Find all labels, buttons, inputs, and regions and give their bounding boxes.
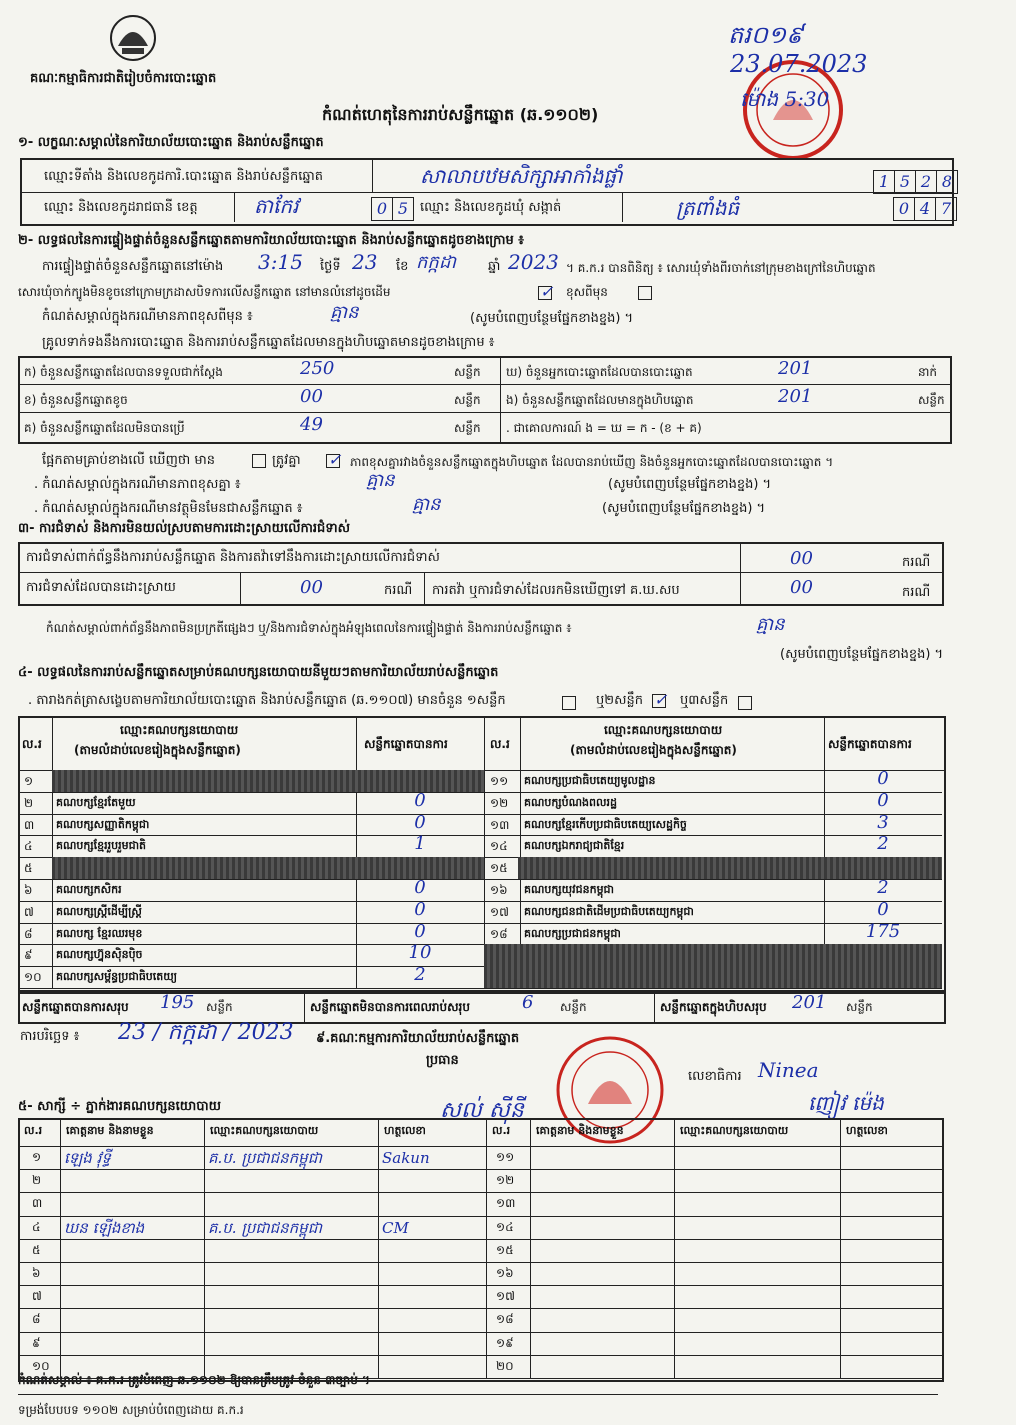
party-row-no: ៦	[24, 883, 33, 897]
witness-no: ៥	[32, 1242, 41, 1257]
party-name: គណបក្សយុវជនកម្ពុជា	[524, 883, 615, 896]
appeal-count: 00	[790, 577, 813, 598]
count-unit-2: សន្លឹក	[454, 421, 481, 435]
province-code: 0 5	[372, 197, 414, 221]
party-row-no: ៩	[24, 948, 33, 963]
party-row-shaded	[484, 944, 942, 966]
stamp-code: តរ០១៩	[728, 21, 803, 49]
province-value: តាកែវ	[254, 194, 299, 218]
party-name: គណបក្សខ្មែរតែមួយ	[56, 795, 136, 809]
signoff-date: 23 / កក្កដា / 2023	[118, 1020, 294, 1045]
witness-name: ឡេង វុទ្ធី	[64, 1149, 111, 1167]
party-name: គណបក្សសញ្ញាតិកម្ពុជា	[56, 817, 150, 831]
witness-col-7: ហត្ថលេខា	[846, 1124, 888, 1137]
witness-no: ១០	[32, 1358, 50, 1373]
chair-signature: សល់ ស៊ីនី	[440, 1098, 524, 1123]
party-header-6: (តាមលំដាប់លេខរៀងក្នុងសន្លឹកឆ្នោត)	[570, 743, 737, 757]
party-row-no: ១៣	[490, 817, 510, 832]
lock-line: សោរឃុំចាក់ក្បូងមិនខូចនៅក្រោមក្រដាសបិទការលើសន្លឹកឆ្នោត នៅមានលំនៅដូចដើម	[18, 285, 391, 299]
note-value: គ្មាន	[330, 302, 359, 323]
witness-no2: ១២	[496, 1173, 515, 1188]
party-name: គណបក្សកសិករ	[56, 883, 122, 896]
witness-no2: ២០	[496, 1358, 514, 1373]
party-name: គណបក្សស្ត្រីដើម្បីស្ត្រី	[56, 904, 142, 918]
party-row-no: ១៦	[490, 883, 508, 897]
sheet-one-checkbox[interactable]	[562, 692, 576, 711]
witness-sig: CM	[382, 1218, 409, 1237]
party-header-1: ឈ្មោះគណបក្សនយោបាយ	[120, 723, 239, 737]
party-votes: 175	[865, 920, 901, 942]
office-value: សាលាបឋមសិក្សាអាកាំងផ្លាំ	[420, 164, 623, 188]
party-row-shaded	[484, 966, 942, 988]
commune-label: ឈ្មោះ និងលេខកូដឃុំ សង្កាត់	[420, 200, 562, 215]
party-header-2: (តាមលំដាប់លេខរៀងក្នុងសន្លឹកឆ្នោត)	[74, 743, 241, 757]
party-row-no: ១០	[24, 970, 42, 985]
witness-col-2: ឈ្មោះគណបក្សនយោបាយ	[210, 1124, 319, 1137]
witness-no2: ១៦	[496, 1266, 514, 1280]
valid-total: 195	[160, 992, 195, 1013]
party-row-no: ២	[24, 795, 34, 810]
count-right-label-2: . ជាគោលការណ៍ ង = ឃ = ក - (ខ + គ)	[506, 421, 702, 435]
party-header-5: ឈ្មោះគណបក្សនយោបាយ	[604, 723, 723, 737]
count-value-1: 00	[300, 386, 323, 407]
party-row-no: ១៨	[490, 926, 508, 941]
check-time-label: ការផ្ទៀងផ្ទាត់ចំនួនសន្លឹកឆ្នោតនៅម៉ោង	[42, 259, 224, 274]
count-label-1: ខ) ចំនួនសន្លឹកឆ្នោតខូច	[24, 393, 128, 407]
witness-no: ៤	[32, 1219, 41, 1234]
witness-no2: ១៩	[496, 1335, 514, 1350]
section5-heading: ៥- សាក្សី ÷ ភ្នាក់ងារគណបក្សនយោបាយ	[18, 1099, 221, 1114]
witness-party: គ.ប. ប្រជាជនកម្ពុជា	[208, 1218, 322, 1237]
party-row-no: ១៧	[490, 904, 509, 919]
footer-form: ទម្រង់បែបបទ ១១០២ សម្រាប់បំពេញដោយ គ.ក.រ	[18, 1403, 244, 1417]
party-row-no: ១	[24, 774, 34, 788]
party-name: គណបក្សខ្មែររួបរួមជាតិ	[56, 839, 147, 853]
party-name: គណបក្សសម្ព័ន្ធប្រជាធិបតេយ្យ	[56, 970, 178, 984]
witness-table	[18, 1118, 944, 1382]
resolved-count: 00	[300, 577, 323, 598]
party-name: គណបក្សឯករាជ្យជាតិខ្មែរ	[524, 839, 625, 853]
party-votes: 2	[877, 833, 889, 855]
witness-col-3: ហត្ថលេខា	[384, 1124, 426, 1137]
page-title: កំណត់ហេតុនៃការរាប់សន្លឹកឆ្នោត (ឆ.១១០២)	[322, 105, 599, 124]
party-votes: 0	[414, 789, 426, 811]
commune-code: 0 4 7	[894, 197, 957, 221]
stamp-time: ម៉ោង 5:30	[740, 87, 830, 111]
witness-no2: ១១	[496, 1150, 515, 1164]
party-name: គណបក្សបំណងពលរដ្ឋ	[524, 795, 617, 809]
party-header-4: ល.រ	[490, 737, 510, 751]
party-votes: 10	[408, 942, 432, 964]
witness-no2: ១៤	[496, 1219, 514, 1234]
note-label: កំណត់សម្គាល់ក្នុងករណីមានភាពខុសពីមុន ៖	[42, 309, 253, 324]
witness-no: ៩	[32, 1335, 41, 1350]
party-name: គណបក្សជនជាតិដើមប្រជាធិបតេយ្យកម្ពុជា	[524, 904, 694, 918]
org-name: គណៈកម្មាធិការជាតិរៀបចំការបោះឆ្នោត	[30, 71, 217, 86]
secretary-name: Ninea	[758, 1058, 819, 1082]
office-label: ឈ្មោះទីតាំង និងលេខកូដការិ.បោះឆ្នោត និងរាប់សន្លឹកឆ្នោត	[44, 169, 323, 184]
count-value-0: 250	[300, 358, 335, 379]
diff-yes-checkbox[interactable]	[252, 450, 266, 469]
witness-col-6: ឈ្មោះគណបក្សនយោបាយ	[680, 1124, 789, 1137]
party-votes: 0	[414, 898, 426, 920]
count-right-label-1: ង) ចំនួនសន្លឹកឆ្នោតដែលមានក្នុងហិបឆ្នោត	[506, 393, 694, 407]
witness-no: ៧	[32, 1289, 42, 1304]
party-row-no: ១៤	[490, 839, 508, 854]
count-right-value-1: 201	[778, 386, 813, 407]
witness-no: ៦	[32, 1266, 41, 1280]
count-right-unit-1: សន្លឹក	[918, 393, 945, 407]
party-header-7: សន្លឹកឆ្នោតបានការ	[828, 737, 912, 751]
witness-no2: ១៧	[496, 1289, 515, 1304]
secretary-signature: ញៀវ ម៉េង	[808, 1091, 884, 1115]
section4-heading: ៤- លទ្ធផលនៃការរាប់សន្លឹកឆ្នោតសម្រាប់គណបក្សនយោបាយនីមួយៗតាមការិយាល័យរាប់សន្លឹកឆ្នោត	[18, 665, 499, 680]
party-row-no: ៧	[24, 904, 34, 919]
count-right-unit-0: នាក់	[918, 365, 938, 379]
count-right-value-0: 201	[778, 358, 813, 379]
party-row-shaded	[52, 857, 484, 879]
party-row-no: ៥	[24, 861, 33, 876]
section1-heading: ១- លក្ខណៈសម្គាល់នៃការិយាល័យបោះឆ្នោត និងរាប់សន្លឹកឆ្នោត	[18, 135, 324, 150]
check-year: 2023	[508, 250, 559, 274]
party-header-0: ល.រ	[22, 737, 42, 751]
count-label-2: គ) ចំនួនសន្លឹកឆ្នោតដែលមិនបានប្រើ	[24, 421, 185, 435]
ballot-count-report: គណៈកម្មាធិការជាតិរៀបចំការបោះឆ្នោត កំណត់ហេតុនៃការរាប់សន្លឹកឆ្នោត (ឆ.១១០២) តរ០១៩ 23.07.2023 ម៉ោង 5:30 ១- លក្ខណៈសម្គាល់នៃការិយាល័យបោះឆ្នោត និងរាប់សន្លឹកឆ្នោត ឈ្មោះទីតាំង និងលេខកូដការិ.បោះឆ្នោត និងរាប់សន្លឹកឆ្នោត សាលាបឋមសិក្សាអាកាំងផ្លាំ 1 5 2 8 ឈ្មោះ និងលេខកូដរាជធានី ខេត្ត តាកែវ 0 5 ឈ្មោះ និងលេខកូដឃុំ សង្កាត់ ត្រពាំងធំ 0 4 7 ២- លទ្ធផលនៃការផ្ទៀងផ្ទាត់ចំនួនសន្លឹកឆ្នោតតាមការិយាល័យបោះឆ្នោត និងរាប់សន្លឹកឆ្នោតដូចខាងក្រោម ៖ ការផ្ទៀងផ្ទាត់ចំនួនសន្លឹកឆ្នោតនៅម៉ោង 3:15 ថ្ងៃទី 23 ខែ កក្កដា ឆ្នាំ 2023 ។ គ.ក.រ បានពិនិត្យ ៖ សោរឃុំទាំងពីរចាក់នៅក្រុមខាងក្រៅនៃហិបឆ្នោត សោរឃុំចាក់ក្បូងមិនខូចនៅក្រោមក្រដាសបិទការលើសន្លឹកឆ្នោត នៅមានលំនៅដូចដើម ✓ ខុសពីមុន កំណត់សម្គាល់ក្នុងករណីមានភាពខុសពីមុន ៖ គ្មាន (សូមបំពេញបន្ថែមផ្នែកខាងខ្នង) ។ គ្រូលទាក់ទងនឹងការបោះឆ្នោត និងការរាប់សន្លឹកឆ្នោតដែលមានក្នុងហិបឆ្នោតមានដូចខាងក្រោម ៖ ផ្អែកតាមគ្រាប់ខាងលើ ឃើញថា មាន ត្រូវគ្នា ✓ ភាពខុសគ្នារវាងចំនួនសន្លឹកឆ្នោតក្នុងហិបឆ្នោត ដែលបានរាប់ឃើញ និងចំនួនអ្នកបោះឆ្នោតដែលបានបោះឆ្នោត ។ . កំណត់សម្គាល់ក្នុងករណីមានភាពខុសគ្នា ៖ គ្មាន (សូមបំពេញបន្ថែមផ្នែកខាងខ្នង) ។ . កំណត់សម្គាល់ក្នុងករណីមានវត្ថុមិនមែនជាសន្លឹកឆ្នោត ៖ គ្មាន (សូមបំពេញបន្ថែមផ្នែកខាងខ្នង) ។ ៣- ការជំទាស់ និងការមិនយល់ស្របតាមការដោះស្រាយលើការជំទាស់ ការជំទាស់ពាក់ព័ន្ធនឹងការរាប់សន្លឹកឆ្នោត និងការតវ៉ាទៅនឹងការដោះស្រាយលើការជំទាស់ 00 ករណី ការជំទាស់ដែលបានដោះស្រាយ 00 ករណី ការតវ៉ា ឬការជំទាស់ដែលរកមិនឃើញទៅ គ.ឃ.សប 00 ករណី កំណត់សម្គាល់ពាក់ព័ន្ធនឹងភាពមិនប្រក្រតីផ្សេងៗ ឬ/និងការជំទាស់ក្នុងអំឡុងពេលនៃការផ្ទៀងផ្ទាត់ និងការរាប់សន្លឹកឆ្នោត ៖ គ្មាន (សូមបំពេញបន្ថែមផ្នែកខាងខ្នង) ។ ៤- លទ្ធផលនៃការរាប់សន្លឹកឆ្នោតសម្រាប់គណបក្សនយោបាយនីមួយៗតាមការិយាល័យរាប់សន្លឹកឆ្នោត . តារាងកត់ត្រាសង្ខេបតាមការិយាល័យបោះឆ្នោត និងរាប់សន្លឹកឆ្នោត (ឆ.១១០៧) មានចំនួន ១សន្លឹក ឬ២សន្លឹក ✓ ឬ៣សន្លឹក សន្លឹកឆ្នោតបានការសរុប 195 សន្លឹក សន្លឹកឆ្នោតមិនបានការពេលរាប់សរុប 6 សន្លឹក សន្លឹកឆ្នោតក្នុងហិបសរុប 201 សន្លឹក ការបរិច្ឆេទ ៖ 23 / កក្កដា / 2023 ៩.គណៈកម្មការការិយាល័យរាប់សន្លឹកឆ្នោត ប្រធាន សល់ ស៊ីនី លេខាធិការ Ninea ញៀវ ម៉េង ៥- សាក្សី ÷ ភ្នាក់ងារគណបក្សនយោបាយ កំណត់សម្គាល់ ៖ គ.ក.រ ត្រូវបំពេញ ឆ.១១០២ ឱ្យបានត្រឹមត្រូវ ចំនួន ៣ច្បាប់ ។ ទម្រង់បែបបទ ១១០២ សម្រាប់បំពេញដោយ គ.ក.រ ក) ចំនួនសន្លឹកឆ្នោតដែលបានទទួលជាក់ស្តែង 250 សន្លឹក ខ) ចំនួនសន្លឹកឆ្នោតខូច 00 សន្លឹក គ) ចំនួនសន្លឹកឆ្នោតដែលមិនបានប្រើ 49 សន្លឹក ឃ) ចំនួនអ្នកបោះឆ្នោតដែលបានបោះឆ្នោត 201 នាក់ ង) ចំនួនសន្លឹកឆ្នោតដែលមានក្នុងហិបឆ្នោត 201 សន្លឹក . ជាគោលការណ៍ ង = ឃ = ក - (ខ + គ) ល.រ ឈ្មោះគណបក្សនយោបាយ (តាមលំដាប់លេខរៀងក្នុងសន្លឹកឆ្នោត) សន្លឹកឆ្នោតបានការ ល.រ ឈ្មោះគណបក្សនយោបាយ (តាមលំដាប់លេខរៀងក្នុងសន្លឹកឆ្នោត) សន្លឹកឆ្នោតបានការ ១ ២ គណបក្សខ្មែរតែមួយ 0 ៣ គណបក្សសញ្ញាតិកម្ពុជា 0 ៤ គណបក្សខ្មែររួបរួមជាតិ 1 ៥ ៦ គណបក្សកសិករ 0 ៧ គណបក្សស្ត្រីដើម្បីស្ត្រី 0 ៨ គណបក្ស ខ្មែរឈរមុខ 0 ៩ គណបក្សហ្វ៊ុនស៊ិនប៉ិច 10 ១០ គណបក្សសម្ព័ន្ធប្រជាធិបតេយ្យ 2 ១១ គណបក្សប្រជាធិបតេយ្យមូលដ្ឋាន 0 ១២ គណបក្សបំណងពលរដ្ឋ 0 ១៣ គណបក្សខ្មែរកើបប្រជាធិបតេយ្យសេដ្ឋកិច្ច 3 ១៤ គណបក្សឯករាជ្យជាតិខ្មែរ 2 ១៥ ១៦ គណបក្សយុវជនកម្ពុជា 2 ១៧ គណបក្សជនជាតិដើមប្រជាធិបតេយ្យកម្ពុជា 0 ១៨ គណបក្សប្រជាជនកម្ពុជា 175 ល.រ គោត្តនាម និងនាមខ្លួន ឈ្មោះគណបក្សនយោបាយ ហត្ថលេខា ល.រ គោត្តនាម និងនាមខ្លួន ឈ្មោះគណបក្សនយោបាយ ហត្ថលេខា ១ ឡេង វុទ្ធី គ.ប. ប្រជាជនកម្ពុជា Sakun ១១ ២ ១២ ៣ ១៣ ៤ ឃន ឡើងខាង គ.ប. ប្រជាជនកម្ពុជា CM ១៤ ៥ ១៥ ៦ ១៦ ៧ ១៧ ៨ ១៨ ៩ ១៩ ១០ ២០	[0, 0, 1016, 1425]
count-label-0: ក) ចំនួនសន្លឹកឆ្នោតដែលបានទទួលជាក់ស្តែង	[24, 365, 223, 379]
witness-col-5: គោត្តនាម និងនាមខ្លួន	[536, 1124, 624, 1137]
party-row-no: ៨	[24, 926, 33, 941]
s3-note-value: គ្មាន	[756, 614, 785, 635]
party-name: គណបក្ស ខ្មែរឈរមុខ	[56, 926, 143, 940]
witness-no: ២	[32, 1173, 42, 1188]
party-name: គណបក្សប្រជាធិបតេយ្យមូលដ្ឋាន	[524, 774, 656, 787]
witness-no2: ១៥	[496, 1242, 514, 1257]
witness-col-1: គោត្តនាម និងនាមខ្លួន	[66, 1124, 154, 1137]
party-row-shaded	[518, 857, 942, 879]
witness-no2: ១៨	[496, 1312, 514, 1327]
check-time-value: 3:15	[258, 250, 303, 274]
witness-no: ១	[32, 1150, 42, 1164]
check-month: កក្កដា	[416, 252, 456, 273]
lock-ok-checkbox[interactable]: ✓	[540, 282, 554, 301]
footer-note: កំណត់សម្គាល់ ៖ គ.ក.រ ត្រូវបំពេញ ឆ.១១០២ ឱ្យបានត្រឹមត្រូវ ចំនួន ៣ច្បាប់ ។	[18, 1373, 370, 1387]
party-row-no: ៤	[24, 839, 33, 854]
party-votes: 0	[414, 920, 426, 942]
party-votes: 0	[877, 898, 889, 920]
party-row-no: ១២	[490, 795, 509, 810]
witness-no: ៣	[32, 1196, 43, 1211]
invalid-total: 6	[522, 992, 534, 1013]
party-votes: 0	[877, 768, 889, 789]
party-header-3: សន្លឹកឆ្នោតបានការ	[364, 737, 448, 751]
lock-changed-checkbox[interactable]	[638, 282, 652, 301]
party-votes: 2	[414, 964, 426, 986]
check-day: 23	[352, 250, 378, 274]
nec-emblem-icon	[108, 12, 158, 64]
province-label: ឈ្មោះ និងលេខកូដរាជធានី ខេត្ត	[44, 200, 198, 215]
party-votes: 0	[414, 877, 426, 898]
count-value-2: 49	[300, 414, 323, 435]
party-name: គណបក្សប្រជាជនកម្ពុជា	[524, 926, 621, 940]
party-name: គណបក្សខ្មែរកើបប្រជាធិបតេយ្យសេដ្ឋកិច្ច	[524, 817, 687, 831]
commune-value: ត្រពាំងធំ	[676, 196, 740, 220]
party-votes: 3	[877, 811, 889, 833]
sheet-three-checkbox[interactable]	[738, 692, 752, 711]
objection-count: 00	[790, 548, 813, 569]
note2-value: គ្មាន	[366, 470, 395, 491]
match-checkbox[interactable]: ✓	[328, 450, 342, 469]
witness-col-0: ល.រ	[24, 1124, 43, 1137]
party-name: គណបក្សហ្វ៊ុនស៊ិនប៉ិច	[56, 948, 143, 962]
party-row-shaded	[52, 770, 484, 792]
party-votes: 2	[877, 877, 889, 898]
party-votes: 1	[414, 833, 426, 855]
section3-heading: ៣- ការជំទាស់ និងការមិនយល់ស្របតាមការដោះស្រាយលើការជំទាស់	[18, 521, 350, 536]
party-row-no: ១៥	[490, 861, 508, 876]
count-right-label-0: ឃ) ចំនួនអ្នកបោះឆ្នោតដែលបានបោះឆ្នោត	[506, 365, 693, 379]
office-code: 1 5 2 8	[874, 170, 958, 194]
stamp-date: 23.07.2023	[730, 50, 868, 78]
section2-heading: ២- លទ្ធផលនៃការផ្ទៀងផ្ទាត់ចំនួនសន្លឹកឆ្នោតតាមការិយាល័យបោះឆ្នោត និងរាប់សន្លឹកឆ្នោតដូចខាងក្រោម ៖	[18, 233, 524, 248]
party-votes: 0	[877, 789, 889, 811]
count-unit-0: សន្លឹក	[454, 365, 481, 379]
party-row-no: ១១	[490, 774, 509, 788]
note3-value: គ្មាន	[412, 494, 441, 515]
witness-party: គ.ប. ប្រជាជនកម្ពុជា	[208, 1149, 322, 1167]
result-line: គ្រូលទាក់ទងនឹងការបោះឆ្នោត និងការរាប់សន្លឹកឆ្នោតដែលមានក្នុងហិបឆ្នោតមានដូចខាងក្រោម ៖	[42, 335, 495, 350]
party-votes: 0	[414, 811, 426, 833]
witness-no2: ១៣	[496, 1196, 516, 1211]
ballot-box-total: 201	[792, 992, 827, 1013]
party-row-no: ៣	[24, 817, 35, 832]
witness-sig: Sakun	[382, 1149, 430, 1167]
witness-col-4: ល.រ	[492, 1124, 511, 1137]
witness-no: ៨	[32, 1312, 41, 1327]
witness-name: ឃន ឡើងខាង	[64, 1218, 145, 1237]
sheet-two-checkbox[interactable]: ✓	[654, 690, 668, 709]
count-unit-1: សន្លឹក	[454, 393, 481, 407]
